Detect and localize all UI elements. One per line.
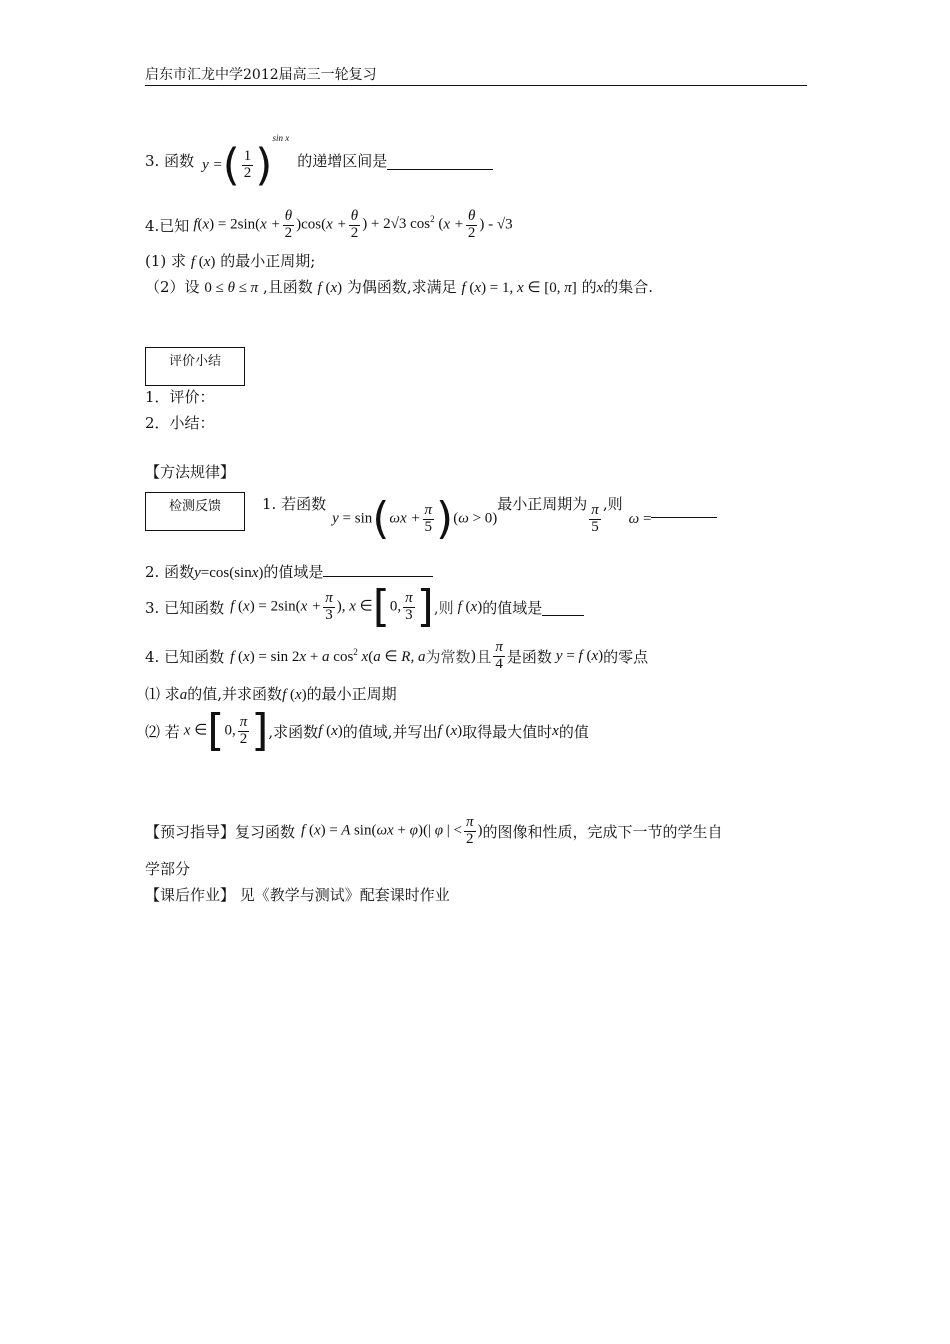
problem-4-statement — [145, 203, 513, 247]
page-header-title: 启东市汇龙中学2012届高三一轮复习 — [145, 67, 377, 83]
eval-item-1: 1．评价： — [145, 388, 215, 406]
test-question-4 — [145, 634, 648, 678]
test-q4b-mid2: 的值域,并写出 — [342, 722, 438, 741]
test-q4a-func: f (x) — [282, 687, 307, 703]
test-q3-suffix: 的值域是 — [482, 598, 543, 617]
test-q4a-mid: 的值,并求函数 — [187, 685, 283, 703]
header-rule — [145, 85, 807, 86]
test-q4b-domain: x ∈[0, $\frac{\pi}{2}$ ] — [183, 705, 269, 756]
eval-box-label: 评价小结 — [145, 347, 245, 386]
preview-suffix: 的图像和性质，完成下一节的学生自 — [482, 822, 723, 841]
part-2-mid: ,且函数 — [262, 278, 313, 296]
test-q4-prefix: 4. 已知函数 — [145, 647, 225, 666]
part-2-end: 的集合. — [603, 278, 654, 296]
part-1-func: f (x) — [190, 254, 216, 270]
test-q4a-var: a — [179, 687, 188, 703]
test-q1-period: $\frac{\pi}{5}$ — [591, 501, 599, 535]
preview-guidance — [145, 808, 723, 854]
part-2-func: f (x) — [317, 280, 343, 296]
test-q4b-var: x — [552, 722, 559, 739]
part-2-condition: 0 ≤ θ ≤ π — [204, 280, 259, 296]
preview-line-2: 学部分 — [145, 860, 191, 878]
test-q2-prefix: 2. 函数 — [145, 563, 195, 581]
test-q4-suffix: 的零点 — [603, 647, 649, 666]
test-q4b-mid: ,求函数 — [268, 722, 319, 741]
test-q4b-suffix: 取得最大值时 — [462, 722, 553, 741]
test-q3-answer-blank[interactable] — [542, 599, 584, 616]
problem-3-formula: y =( $\frac{1}{2}$ )$^{sin x}$ — [202, 132, 290, 191]
part-2-equation: f (x) = 1, x ∈ [0, π] — [461, 280, 577, 296]
part-1-suffix: 的最小正周期; — [220, 252, 316, 270]
eval-item-2: 2．小结： — [145, 414, 215, 432]
problem-4-prefix: 4.已知 — [145, 216, 190, 235]
test-q2-formula: y=cos(sinx) — [194, 565, 264, 581]
test-q1-formula: y = sin(ωx + $\frac{\pi}{5}$ )(ω > 0) — [332, 493, 498, 544]
test-q2-mid: 的值域是 — [263, 563, 324, 581]
test-q4-close-paren: ) — [470, 647, 477, 665]
problem-3-prefix: 3. 函数 — [145, 151, 195, 170]
problem-3 — [145, 132, 493, 191]
test-q4-formula: f (x) = sin 2x + a $\cos^2 x(a$ ∈ R, a — [230, 646, 426, 665]
test-box-label: 检测反馈 — [145, 492, 245, 531]
test-q4-yf: y = f (x) — [555, 647, 604, 664]
test-q4b-end: 的值 — [558, 722, 589, 741]
problem-4-formula: f(x) = 2sin(x + $\frac{\theta}{2}$ )cos(x + $\frac{\theta}{2}$ ) + 2√3 $\cos^2 (x$ + $\frac{\theta}{2}$ ) - √3 — [193, 207, 513, 241]
test-q4-mid: 是函数 — [506, 647, 552, 666]
test-q3-formula: f (x) = 2sin(x + $\frac{\pi}{3}$ ), x ∈[0, $\frac{\pi}{3}$ ] — [230, 581, 434, 632]
test-q1-answer-blank[interactable] — [651, 517, 717, 518]
problem-3-answer-blank[interactable] — [387, 151, 493, 170]
test-question-3 — [145, 581, 584, 632]
part-2-tail: 的 — [581, 278, 597, 296]
test-q3-then: ,则 — [433, 598, 454, 617]
test-question-1 — [262, 493, 717, 545]
test-question-4a — [145, 683, 397, 704]
test-question-2 — [145, 560, 433, 582]
test-q4b-func: f (x) — [318, 722, 343, 739]
test-q3-prefix: 3. 已知函数 — [145, 598, 225, 617]
problem-4-part-1 — [145, 250, 315, 271]
part-2-var: x — [596, 280, 604, 296]
test-q4-const: 为常数 — [425, 647, 471, 666]
test-q4b-func2: f (x) — [437, 722, 463, 739]
test-q4-and: 且 — [476, 647, 492, 666]
test-q1-mid: 最小正周期为 — [497, 495, 588, 513]
preview-formula: f (x) = A sin(ωx + φ)(| φ | < $\frac{\pi}{2}$ ) — [301, 813, 483, 847]
test-q2-answer-blank[interactable] — [323, 560, 433, 577]
homework-line: 【课后作业】 见《教学与测试》配套课时作业 — [145, 886, 450, 904]
preview-label: 【预习指导】复习函数 — [145, 822, 296, 841]
problem-4-part-2 — [145, 276, 653, 297]
part-2-prefix: （2）设 — [145, 278, 200, 296]
test-q1-omega: ω = — [628, 510, 652, 527]
problem-3-suffix: 的递增区间是 — [297, 151, 388, 170]
test-q4a-suffix: 的最小正周期 — [306, 685, 397, 703]
part-1-prefix: (1) 求 — [145, 252, 187, 270]
method-heading: 【方法规律】 — [145, 463, 236, 481]
test-q3-func: f (x) — [457, 598, 483, 615]
test-q4b-prefix: ⑵ 若 — [145, 722, 180, 741]
test-question-4b — [145, 707, 589, 755]
part-2-mid2: 为偶函数,求满足 — [346, 278, 457, 296]
test-q4a-prefix: ⑴ 求 — [145, 685, 180, 703]
test-q4-zero: $\frac{\pi}{4}$ — [495, 638, 503, 672]
test-q1-tail: ,则 — [602, 495, 623, 513]
test-q1-prefix: 1. 若函数 — [262, 495, 327, 513]
